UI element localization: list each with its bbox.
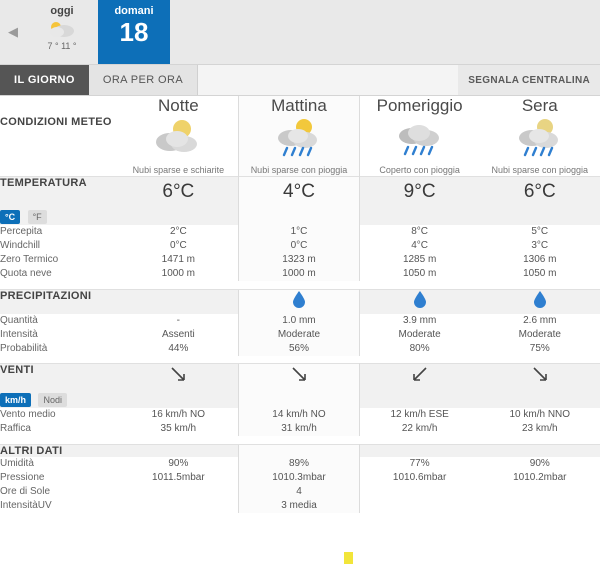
cloud-moon-icon <box>150 116 206 158</box>
umidita-sera: 90% <box>529 457 550 469</box>
windchill-pomeriggio: 4°C <box>411 240 429 251</box>
wind-arrow-icon <box>168 364 188 384</box>
day-tab-today[interactable] <box>26 0 98 64</box>
row-label-zero-termico: Zero Termico <box>0 254 59 265</box>
temperature-units-spacer-1 <box>118 207 238 225</box>
intensita-uv-sera <box>480 499 600 513</box>
temperature-unit-toggle[interactable] <box>0 207 118 225</box>
row-label-quota-neve: Quota neve <box>0 268 52 279</box>
conditions-icon-row <box>0 116 600 164</box>
pressione-sera: 1010.2mbar <box>513 471 567 483</box>
row-label-raffica: Raffica <box>0 423 31 434</box>
cloud-rain-icon <box>392 116 448 158</box>
row-label-umidita: Umidità <box>0 457 34 469</box>
cloud-moon-rain-icon <box>512 116 568 158</box>
vento-medio-notte: 16 km/h NO <box>151 409 206 420</box>
row-label-vento-medio: Vento medio <box>0 409 56 420</box>
cloud-sun-rain-icon <box>271 116 327 158</box>
other-header-spacer-2 <box>239 444 359 457</box>
unit-knots-button[interactable]: Nodi <box>38 393 67 407</box>
windchill-sera: 3°C <box>531 240 549 251</box>
intensita-pomeriggio: Moderate <box>398 328 441 340</box>
raindrop-icon <box>533 290 547 308</box>
temperature-main-pomeriggio: 9°C <box>359 177 479 208</box>
wind-arrow-icon <box>530 364 550 384</box>
windchill-mattina: 0°C <box>239 239 359 253</box>
day-strip <box>0 0 600 65</box>
spacer-after-precipitation <box>0 356 600 364</box>
condition-desc-mattina: Nubi sparse con pioggia <box>239 164 359 177</box>
wind-arrow-icon <box>289 364 309 384</box>
uv-index-badge <box>344 549 353 567</box>
day-tab-today-icon <box>26 18 98 40</box>
row-probabilita <box>0 342 600 356</box>
probabilita-sera: 75% <box>529 342 550 354</box>
windchill-notte: 0°C <box>169 240 187 251</box>
ore-di-sole-pomeriggio <box>359 485 479 499</box>
day-tab-tomorrow-number: 18 <box>119 17 149 47</box>
row-windchill <box>0 239 600 253</box>
other-header-row <box>0 444 600 457</box>
precip-icon-sera <box>480 289 600 314</box>
uv-index-color-swatch <box>344 552 353 564</box>
raffica-pomeriggio: 22 km/h <box>401 423 438 434</box>
row-label-percepita: Percepita <box>0 226 43 237</box>
intensita-notte: Assenti <box>161 328 195 340</box>
temperature-main-sera: 6°C <box>480 177 600 208</box>
row-pressione <box>0 471 600 485</box>
umidita-mattina: 89% <box>239 457 359 471</box>
tab-ora-per-ora[interactable] <box>89 65 198 95</box>
temperature-units-spacer-2 <box>239 207 359 225</box>
quota-neve-notte: 1000 m <box>161 268 196 279</box>
wind-units-spacer-4 <box>480 390 600 408</box>
wind-units-row <box>0 390 600 408</box>
tab-il-giorno-label: IL GIORNO <box>14 74 75 86</box>
probabilita-pomeriggio: 80% <box>409 342 430 354</box>
raffica-sera: 23 km/h <box>521 423 558 434</box>
vento-medio-sera: 10 km/h NNO <box>509 409 571 420</box>
zero-termico-notte: 1471 m <box>161 254 196 265</box>
forecast-table <box>0 96 600 513</box>
intensita-mattina: Moderate <box>239 328 359 342</box>
wind-units-spacer-2 <box>239 390 359 408</box>
condition-icon-mattina <box>239 116 359 164</box>
row-label-intensita: Intensità <box>0 328 38 340</box>
row-label-intensita-uv: IntensitàUV <box>0 499 52 511</box>
wind-arrow-sera <box>480 364 600 391</box>
unit-fahrenheit-button[interactable]: °F <box>28 210 47 224</box>
row-intensita-uv <box>0 499 600 513</box>
intensita-uv-mattina: 3 media <box>239 499 359 513</box>
temperature-units-spacer-3 <box>359 207 479 225</box>
condition-icon-notte <box>118 116 238 164</box>
other-header-spacer-4 <box>480 444 600 457</box>
report-station-label: SEGNALA CENTRALINA <box>468 74 590 86</box>
condition-icon-sera <box>480 116 600 164</box>
row-percepita <box>0 225 600 239</box>
row-raffica <box>0 422 600 436</box>
column-header-pomeriggio: Pomeriggio <box>376 96 463 115</box>
probabilita-notte: 44% <box>168 342 189 354</box>
condition-icon-pomeriggio <box>359 116 479 164</box>
row-intensita <box>0 328 600 342</box>
report-station-button[interactable] <box>458 65 600 95</box>
intensita-sera: Moderate <box>518 328 561 340</box>
previous-day-arrow-icon[interactable] <box>0 0 26 64</box>
section-label-precipitation: PRECIPITAZIONI <box>0 289 118 314</box>
wind-header-row <box>0 364 600 391</box>
wind-arrow-pomeriggio <box>359 364 479 391</box>
row-label-quantita: Quantità <box>0 314 38 326</box>
quota-neve-sera: 1050 m <box>523 268 557 279</box>
tab-ora-per-ora-label: ORA PER ORA <box>102 74 184 86</box>
row-label-probabilita: Probabilità <box>0 342 48 354</box>
percepita-mattina: 1°C <box>239 225 359 239</box>
wind-unit-toggle[interactable] <box>0 390 118 408</box>
temperature-units-spacer-4 <box>480 207 600 225</box>
cloud-sun-icon <box>42 18 82 40</box>
zero-termico-sera: 1306 m <box>523 254 557 265</box>
condition-desc-notte: Nubi sparse e schiarite <box>132 165 225 175</box>
section-label-temperature: TEMPERATURA <box>0 177 118 208</box>
previous-day-arrow-glyph: ◀ <box>8 24 18 39</box>
wind-units-spacer-1 <box>118 390 238 408</box>
row-label-ore-di-sole: Ore di Sole <box>0 485 51 497</box>
section-label-wind: VENTI <box>0 364 118 391</box>
precip-icon-pomeriggio <box>359 289 479 314</box>
raindrop-icon <box>413 290 427 308</box>
column-header-mattina: Mattina <box>239 96 359 116</box>
umidita-pomeriggio: 77% <box>409 457 430 469</box>
umidita-notte: 90% <box>168 457 189 469</box>
other-header-spacer-3 <box>359 444 479 457</box>
row-zero-termico <box>0 253 600 267</box>
temperature-units-row <box>0 207 600 225</box>
row-quantita <box>0 314 600 328</box>
wind-arrow-notte <box>118 364 238 391</box>
wind-arrow-icon <box>410 364 430 384</box>
pressione-mattina: 1010.3mbar <box>239 471 359 485</box>
raffica-notte: 35 km/h <box>160 423 197 434</box>
wind-arrow-mattina <box>239 364 359 391</box>
view-tab-bar <box>0 65 600 96</box>
zero-termico-pomeriggio: 1285 m <box>402 254 437 265</box>
section-label-conditions: CONDIZIONI METEO <box>0 116 112 128</box>
day-tab-tomorrow[interactable] <box>98 0 170 64</box>
precip-icon-notte <box>118 289 238 314</box>
percepita-sera: 5°C <box>531 226 549 237</box>
quantita-notte: - <box>176 314 180 326</box>
condition-desc-sera: Nubi sparse con pioggia <box>491 165 589 175</box>
unit-kmh-button[interactable]: km/h <box>0 393 31 407</box>
header-spacer <box>0 96 118 116</box>
raindrop-icon <box>292 290 306 308</box>
day-tab-today-temps: 7 ° 11 ° <box>47 41 77 51</box>
ore-di-sole-sera <box>480 485 600 499</box>
raffica-mattina: 31 km/h <box>239 422 359 436</box>
precipitation-header-row <box>0 289 600 314</box>
quantita-pomeriggio: 3.9 mm <box>402 314 437 326</box>
spacer-after-wind <box>0 436 600 444</box>
quantita-sera: 2.6 mm <box>523 314 557 326</box>
intensita-uv-notte <box>118 499 238 513</box>
table-header-row <box>0 96 600 116</box>
other-header-spacer-1 <box>118 444 238 457</box>
row-vento-medio <box>0 408 600 422</box>
row-ore-di-sole <box>0 485 600 499</box>
row-quota-neve <box>0 267 600 281</box>
percepita-notte: 2°C <box>169 226 187 237</box>
precip-icon-mattina <box>239 289 359 314</box>
tab-il-giorno[interactable] <box>0 65 89 95</box>
percepita-pomeriggio: 8°C <box>411 226 429 237</box>
row-label-pressione: Pressione <box>0 471 45 483</box>
spacer-after-temperature <box>0 281 600 289</box>
temperature-main-notte: 6°C <box>118 177 238 208</box>
intensita-uv-pomeriggio <box>359 499 479 513</box>
vento-medio-pomeriggio: 12 km/h ESE <box>390 409 449 420</box>
column-header-sera: Sera <box>521 96 558 115</box>
day-tab-tomorrow-label: domani <box>114 5 154 17</box>
quota-neve-pomeriggio: 1050 m <box>402 268 437 279</box>
quantita-mattina: 1.0 mm <box>239 314 359 328</box>
unit-celsius-button[interactable]: °C <box>0 210 20 224</box>
section-label-other: ALTRI DATI <box>0 444 118 457</box>
zero-termico-mattina: 1323 m <box>239 253 359 267</box>
ore-di-sole-notte <box>118 485 238 499</box>
wind-units-spacer-3 <box>359 390 479 408</box>
row-umidita <box>0 457 600 471</box>
pressione-notte: 1011.5mbar <box>152 471 205 483</box>
probabilita-mattina: 56% <box>239 342 359 356</box>
temperature-header-row <box>0 177 600 208</box>
vento-medio-mattina: 14 km/h NO <box>239 408 359 422</box>
column-header-notte: Notte <box>158 96 199 115</box>
condition-desc-pomeriggio: Coperto con pioggia <box>379 165 460 175</box>
quota-neve-mattina: 1000 m <box>239 267 359 281</box>
day-tab-today-label: oggi <box>50 5 74 17</box>
ore-di-sole-mattina: 4 <box>239 485 359 499</box>
pressione-pomeriggio: 1010.6mbar <box>392 471 447 483</box>
temperature-main-mattina: 4°C <box>239 177 359 208</box>
row-label-windchill: Windchill <box>0 240 41 251</box>
